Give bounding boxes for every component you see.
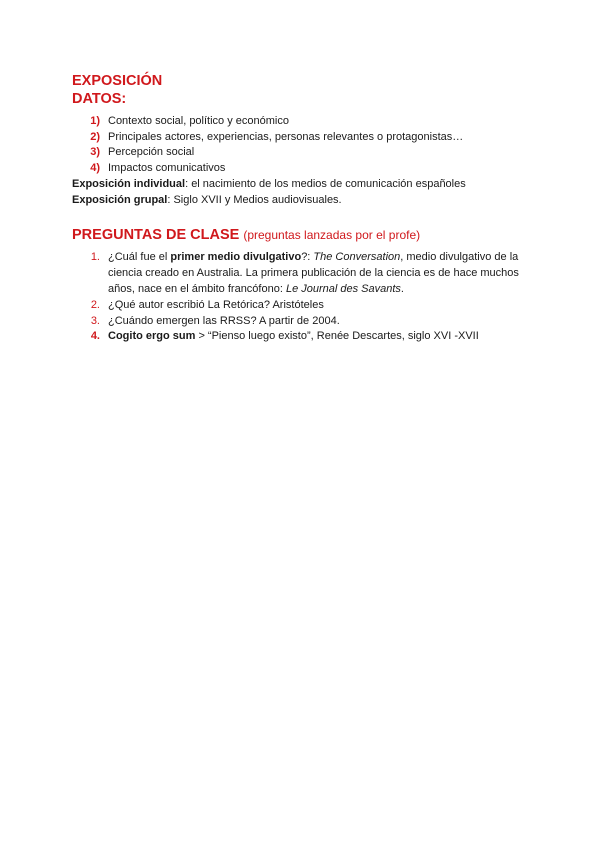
preguntas-heading (72, 226, 540, 244)
preguntas-title: PREGUNTAS DE CLASE (72, 227, 240, 244)
grupal-label: Exposición grupal (72, 194, 168, 207)
exposicion-grupal (72, 192, 540, 208)
datos-heading: DATOS: (72, 91, 127, 107)
q4-bold: Cogito ergo sum (108, 330, 196, 343)
datos-list (72, 114, 540, 176)
q1-part: , medio divulgativo de la ciencia creado en Australia. La primera publicación de la ciencia es de hace muchos años, nace en el ámbito francófono: (108, 251, 519, 295)
list-item (72, 145, 540, 161)
individual-text: : el nacimiento de los medios de comunicación españoles (185, 178, 466, 191)
list-item (72, 161, 540, 177)
list-text: Impactos comunicativos (108, 161, 226, 174)
list-item (72, 314, 540, 330)
list-text: Principales actores, experiencias, personas relevantes o protagonistas… (108, 130, 464, 143)
list-number: 1) (90, 115, 100, 127)
question-2-text: ¿Qué autor escribió La Retórica? Aristóteles (108, 298, 324, 311)
list-number: 1. (90, 251, 100, 264)
individual-label: Exposición individual (72, 178, 186, 191)
preguntas-subtitle: (preguntas lanzadas por el profe) (243, 228, 421, 243)
list-number: 4. (90, 330, 100, 343)
grupal-text: : Siglo XVII y Medios audiovisuales. (167, 194, 342, 207)
q1-bold: primer medio divulgativo (170, 251, 302, 264)
list-number: 3) (90, 146, 100, 159)
list-number: 4) (90, 161, 100, 174)
list-text: Percepción social (108, 146, 195, 159)
list-item (72, 329, 540, 345)
preguntas-list (72, 250, 540, 345)
q1-part: . (400, 282, 404, 295)
list-item (72, 130, 540, 146)
list-number: 2. (90, 298, 100, 311)
list-number: 2) (90, 130, 100, 143)
q4-part: > “Pienso luego existo”, Renée Descartes, siglo XVI -XVII (195, 330, 479, 343)
list-item (72, 114, 540, 130)
question-3-text: ¿Cuándo emergen las RRSS? A partir de 2004. (108, 314, 340, 327)
preguntas-section (72, 226, 540, 345)
q1-part: ?: (301, 251, 314, 264)
exposicion-individual (72, 176, 540, 192)
list-number: 3. (90, 314, 100, 327)
list-item (72, 250, 540, 297)
exposicion-heading: EXPOSICIÓN (72, 73, 163, 89)
q1-italic: Le Journal des Savants (285, 282, 401, 295)
q1-part: ¿Cuál fue el (108, 251, 171, 264)
list-item (72, 298, 540, 314)
question-1-text (108, 250, 540, 297)
question-4-text (108, 329, 540, 345)
list-text: Contexto social, político y económico (108, 115, 289, 127)
q1-italic: The Conversation (313, 251, 401, 264)
